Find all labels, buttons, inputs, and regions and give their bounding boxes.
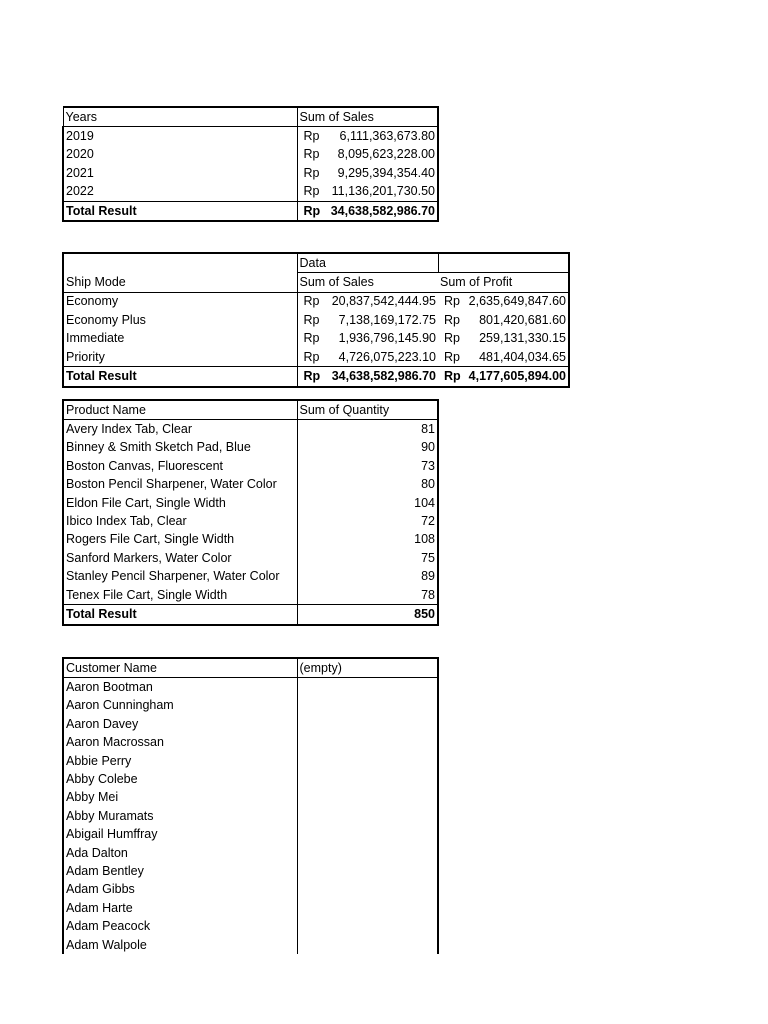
- shipmode-header-row: [63, 273, 569, 292]
- customer-name-cell[interactable]: Aaron Cunningham: [63, 697, 297, 715]
- customer-row: [63, 844, 438, 862]
- customer-value-cell[interactable]: [297, 734, 438, 752]
- currency-label: Rp: [444, 349, 460, 364]
- shipmode-cell[interactable]: Immediate: [63, 330, 297, 348]
- customer-row: [63, 936, 438, 954]
- customer-row: [63, 789, 438, 807]
- customer-header-label[interactable]: Customer Name: [63, 658, 297, 678]
- shipmode-sales-cell[interactable]: [297, 311, 438, 329]
- shipmode-profit-cell[interactable]: [438, 311, 569, 329]
- year-sales-cell[interactable]: [297, 164, 438, 182]
- year-sales-cell-wrap: [300, 183, 436, 200]
- year-sales-cell[interactable]: [297, 146, 438, 164]
- customer-name-cell[interactable]: Adam Peacock: [63, 917, 297, 935]
- shipmode-data-blank[interactable]: [63, 253, 297, 273]
- year-sales-cell-amount: 11,136,201,730.50: [331, 184, 435, 199]
- customer-row: [63, 881, 438, 899]
- shipmode-total-label[interactable]: Total Result: [63, 367, 297, 387]
- currency-label: Rp: [303, 184, 320, 199]
- shipmode-header-profit[interactable]: Sum of Profit: [438, 273, 569, 292]
- shipmode-row: [63, 330, 569, 348]
- product-row: [63, 457, 438, 475]
- product-row: [63, 531, 438, 549]
- product-qty-cell[interactable]: 73: [297, 457, 438, 475]
- years-sales-pivot-table: [62, 106, 439, 222]
- customer-row: [63, 807, 438, 825]
- shipmode-profit-cell[interactable]: [438, 330, 569, 348]
- customer-name-cell[interactable]: Abby Mei: [63, 789, 297, 807]
- product-qty-cell[interactable]: 72: [297, 512, 438, 530]
- shipmode-data-label[interactable]: Data: [297, 253, 438, 273]
- product-qty-cell[interactable]: 104: [297, 494, 438, 512]
- customer-name-cell[interactable]: Aaron Macrossan: [63, 734, 297, 752]
- shipmode-profit-cell-wrap: [440, 293, 566, 310]
- product-name-cell[interactable]: Binney & Smith Sketch Pad, Blue: [63, 439, 297, 457]
- years-header-value[interactable]: Sum of Sales: [297, 107, 438, 127]
- shipmode-profit-cell-amount: 2,635,649,847.60: [468, 294, 566, 309]
- years-total-sales-wrap: [300, 203, 436, 220]
- shipmode-total-profit-wrap: [440, 368, 566, 385]
- currency-label: Rp: [444, 369, 461, 384]
- years-total-row: [63, 201, 438, 221]
- shipmode-row: [63, 348, 569, 367]
- customer-value-cell[interactable]: [297, 770, 438, 788]
- shipmode-total-sales-amount: 34,638,582,986.70: [331, 369, 436, 384]
- customer-value-cell[interactable]: [297, 697, 438, 715]
- year-cell[interactable]: 2022: [63, 183, 297, 202]
- shipmode-sales-cell-amount: 20,837,542,444.95: [331, 294, 436, 309]
- product-row: [63, 568, 438, 586]
- customer-value-cell[interactable]: [297, 789, 438, 807]
- product-name-cell[interactable]: Sanford Markers, Water Color: [63, 549, 297, 567]
- years-table-body: [63, 107, 438, 221]
- customer-row: [63, 715, 438, 733]
- customer-row: [63, 770, 438, 788]
- shipmode-profit-cell-wrap: [440, 330, 566, 347]
- shipmode-cell[interactable]: Economy Plus: [63, 311, 297, 329]
- shipmode-total-profit-amount: 4,177,605,894.00: [468, 369, 566, 384]
- shipmode-total-sales-wrap: [300, 368, 437, 385]
- customer-name-cell[interactable]: Abigail Humffray: [63, 826, 297, 844]
- shipmode-table-body: [63, 253, 569, 387]
- shipmode-header-label[interactable]: Ship Mode: [63, 273, 297, 292]
- product-row: [63, 512, 438, 530]
- shipmode-profit-cell[interactable]: [438, 292, 569, 311]
- customer-value-cell[interactable]: [297, 936, 438, 954]
- years-total-sales[interactable]: [297, 201, 438, 221]
- customer-name-cell[interactable]: Abby Muramats: [63, 807, 297, 825]
- customer-name-cell[interactable]: Adam Bentley: [63, 862, 297, 880]
- customer-value-cell[interactable]: [297, 881, 438, 899]
- customer-name-cell[interactable]: Aaron Bootman: [63, 678, 297, 697]
- shipmode-pivot-table: [62, 252, 570, 388]
- customer-name-cell[interactable]: Adam Walpole: [63, 936, 297, 954]
- years-row: [63, 164, 438, 182]
- customer-value-cell[interactable]: [297, 752, 438, 770]
- years-total-label[interactable]: Total Result: [63, 201, 297, 221]
- customer-name-cell[interactable]: Adam Gibbs: [63, 881, 297, 899]
- product-name-cell[interactable]: Tenex File Cart, Single Width: [63, 586, 297, 605]
- year-cell[interactable]: 2020: [63, 146, 297, 164]
- customer-name-cell[interactable]: Abby Colebe: [63, 770, 297, 788]
- product-name-cell[interactable]: Boston Canvas, Fluorescent: [63, 457, 297, 475]
- shipmode-sales-cell-amount: 7,138,169,172.75: [338, 312, 436, 327]
- years-row: [63, 127, 438, 146]
- year-sales-cell-amount: 6,111,363,673.80: [339, 129, 435, 144]
- years-header-label[interactable]: Years: [63, 107, 297, 127]
- customer-value-cell[interactable]: [297, 807, 438, 825]
- year-sales-cell[interactable]: [297, 183, 438, 202]
- shipmode-total-sales[interactable]: [297, 367, 438, 387]
- shipmode-total-profit[interactable]: [438, 367, 569, 387]
- customer-value-cell[interactable]: [297, 862, 438, 880]
- product-row: [63, 494, 438, 512]
- customer-value-cell[interactable]: [297, 678, 438, 697]
- product-qty-cell[interactable]: 108: [297, 531, 438, 549]
- customer-name-cell[interactable]: Adam Harte: [63, 899, 297, 917]
- shipmode-data-row: [63, 253, 569, 273]
- shipmode-cell[interactable]: Priority: [63, 348, 297, 367]
- currency-label: Rp: [303, 331, 320, 346]
- shipmode-header-sales[interactable]: Sum of Sales: [297, 273, 438, 292]
- year-sales-cell[interactable]: [297, 127, 438, 146]
- shipmode-profit-cell-amount: 259,131,330.15: [479, 331, 566, 346]
- product-name-cell[interactable]: Ibico Index Tab, Clear: [63, 512, 297, 530]
- shipmode-row: [63, 311, 569, 329]
- currency-label: Rp: [303, 165, 320, 180]
- shipmode-sales-cell-amount: 4,726,075,223.10: [338, 349, 436, 364]
- customer-value-cell[interactable]: [297, 715, 438, 733]
- customer-header-value[interactable]: (empty): [297, 658, 438, 678]
- product-row: [63, 476, 438, 494]
- customer-value-cell[interactable]: [297, 826, 438, 844]
- year-sales-cell-wrap: [300, 128, 436, 145]
- product-qty-cell[interactable]: 81: [297, 420, 438, 439]
- product-name-cell[interactable]: Eldon File Cart, Single Width: [63, 494, 297, 512]
- currency-label: Rp: [303, 147, 320, 162]
- customer-name-cell[interactable]: Abbie Perry: [63, 752, 297, 770]
- product-header-label[interactable]: Product Name: [63, 400, 297, 420]
- product-name-cell[interactable]: Boston Pencil Sharpener, Water Color: [63, 476, 297, 494]
- product-row: [63, 420, 438, 439]
- year-cell[interactable]: 2019: [63, 127, 297, 146]
- product-qty-cell[interactable]: 89: [297, 568, 438, 586]
- shipmode-profit-cell-wrap: [440, 312, 566, 329]
- shipmode-profit-cell-amount: 481,404,034.65: [479, 349, 566, 364]
- customer-value-cell[interactable]: [297, 899, 438, 917]
- customer-row: [63, 734, 438, 752]
- years-total-sales-amount: 34,638,582,986.70: [330, 203, 435, 218]
- shipmode-sales-cell-wrap: [300, 330, 437, 347]
- currency-label: Rp: [303, 369, 321, 384]
- product-total-qty[interactable]: 850: [297, 605, 438, 625]
- product-table-body: [63, 400, 438, 625]
- currency-label: Rp: [303, 294, 320, 309]
- currency-label: Rp: [303, 349, 320, 364]
- currency-label: Rp: [444, 294, 460, 309]
- customer-table-body: [63, 658, 438, 954]
- year-sales-cell-amount: 8,095,623,228.00: [337, 147, 435, 162]
- product-qty-cell[interactable]: 90: [297, 439, 438, 457]
- customer-row: [63, 862, 438, 880]
- shipmode-sales-cell[interactable]: [297, 292, 438, 311]
- product-qty-cell[interactable]: 78: [297, 586, 438, 605]
- currency-label: Rp: [303, 312, 320, 327]
- customer-row: [63, 752, 438, 770]
- shipmode-sales-cell-wrap: [300, 312, 437, 329]
- customer-name-cell[interactable]: Ada Dalton: [63, 844, 297, 862]
- product-total-label[interactable]: Total Result: [63, 605, 297, 625]
- product-total-row: [63, 605, 438, 625]
- shipmode-total-row: [63, 367, 569, 387]
- product-name-cell[interactable]: Rogers File Cart, Single Width: [63, 531, 297, 549]
- product-quantity-pivot-table: [62, 399, 439, 626]
- product-row: [63, 439, 438, 457]
- currency-label: Rp: [303, 203, 321, 218]
- shipmode-sales-cell-amount: 1,936,796,145.90: [338, 331, 436, 346]
- product-header-row: [63, 400, 438, 420]
- product-header-value[interactable]: Sum of Quantity: [297, 400, 438, 420]
- shipmode-data-blank-right[interactable]: [438, 253, 569, 273]
- shipmode-sales-cell-wrap: [300, 349, 437, 366]
- currency-label: Rp: [303, 129, 320, 144]
- shipmode-sales-cell[interactable]: [297, 348, 438, 367]
- product-row: [63, 586, 438, 605]
- shipmode-profit-cell[interactable]: [438, 348, 569, 367]
- year-sales-cell-wrap: [300, 146, 436, 163]
- shipmode-sales-cell[interactable]: [297, 330, 438, 348]
- product-qty-cell[interactable]: 80: [297, 476, 438, 494]
- product-qty-cell[interactable]: 75: [297, 549, 438, 567]
- customer-row: [63, 697, 438, 715]
- product-row: [63, 549, 438, 567]
- product-name-cell[interactable]: Stanley Pencil Sharpener, Water Color: [63, 568, 297, 586]
- currency-label: Rp: [444, 331, 460, 346]
- customer-row: [63, 917, 438, 935]
- years-row: [63, 183, 438, 202]
- product-name-cell[interactable]: Avery Index Tab, Clear: [63, 420, 297, 439]
- years-row: [63, 146, 438, 164]
- shipmode-cell[interactable]: Economy: [63, 292, 297, 311]
- customer-name-cell[interactable]: Aaron Davey: [63, 715, 297, 733]
- year-sales-cell-wrap: [300, 165, 436, 182]
- customer-value-cell[interactable]: [297, 917, 438, 935]
- customer-row: [63, 899, 438, 917]
- shipmode-sales-cell-wrap: [300, 293, 437, 310]
- year-cell[interactable]: 2021: [63, 164, 297, 182]
- year-sales-cell-amount: 9,295,394,354.40: [337, 165, 435, 180]
- customer-header-row: [63, 658, 438, 678]
- customer-row: [63, 678, 438, 697]
- shipmode-row: [63, 292, 569, 311]
- customer-row: [63, 826, 438, 844]
- shipmode-profit-cell-amount: 801,420,681.60: [479, 312, 566, 327]
- customer-value-cell[interactable]: [297, 844, 438, 862]
- currency-label: Rp: [444, 312, 460, 327]
- years-header-row: [63, 107, 438, 127]
- customer-pivot-table: [62, 657, 439, 954]
- shipmode-profit-cell-wrap: [440, 349, 566, 366]
